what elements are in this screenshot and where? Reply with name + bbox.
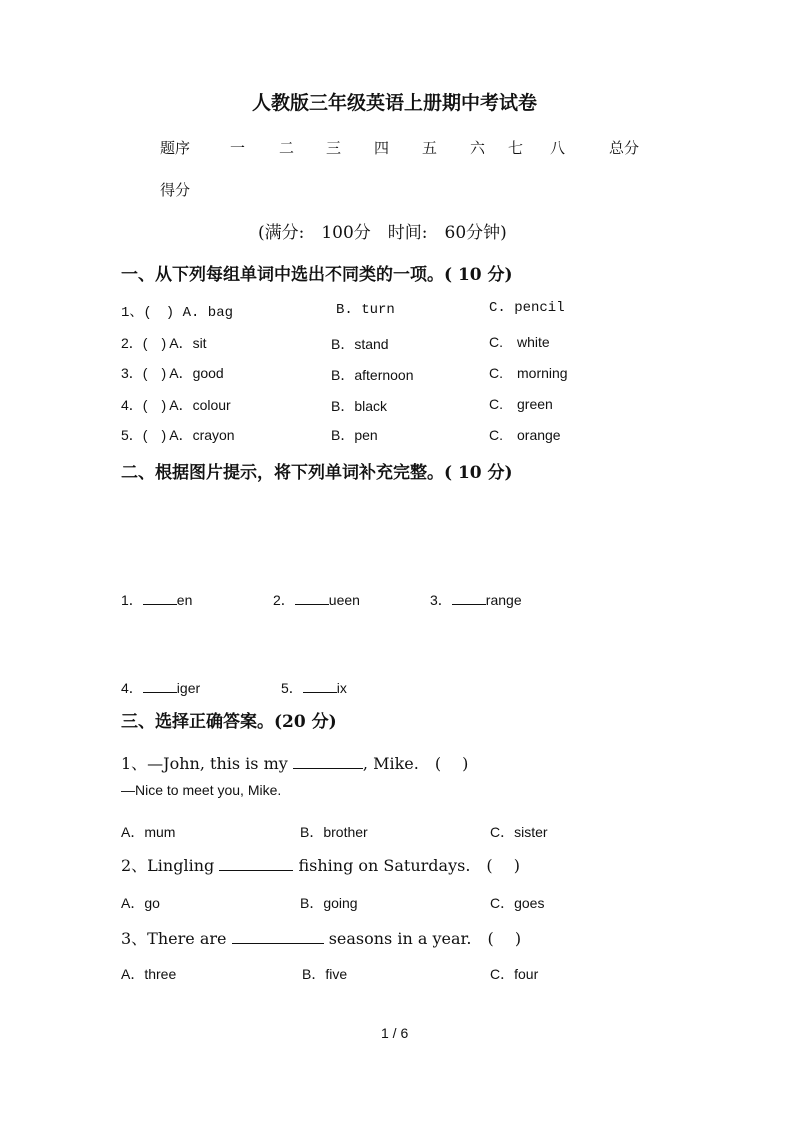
section2-heading: 二、根据图片提示，将下列单词补充完整。( 10 分) (121, 463, 513, 483)
fill-item-2: 2． ueen (273, 592, 360, 608)
s1-item3-c: C. morning (489, 365, 568, 381)
score-col-order: 题序 (160, 139, 191, 157)
score-col-1: 一 (230, 139, 246, 157)
s3-q2-stem: 2、Lingling fishing on Saturdays. ( ) (121, 856, 520, 875)
s1-item4-b: B．black (331, 398, 388, 414)
s3-q3-stem: 3、There are seasons in a year. ( ) (121, 929, 522, 948)
s1-item5-b: B．pen (331, 427, 378, 443)
score-col-total: 总分 (609, 139, 640, 157)
section3-heading: 三、选择正确答案。(20 分) (121, 712, 337, 732)
s3-q1-stem: 1、—John, this is my , Mike. ( ) (121, 754, 469, 773)
score-col-3: 三 (326, 139, 342, 157)
s1-item2-b: B．stand (331, 336, 389, 352)
s1-item2-c: C. white (489, 334, 550, 350)
s3-q1-option-c: C．sister (490, 824, 548, 840)
page-number: 1 / 6 (381, 1025, 409, 1041)
s3-q1-option-a: A．mum (121, 824, 176, 840)
score-col-4: 四 (374, 139, 390, 157)
s1-item4-c: C. green (489, 396, 553, 412)
s1-item2-a: 2．( ) A．sit (121, 335, 207, 351)
s1-item4-a: 4．( ) A．colour (121, 397, 231, 413)
s3-q3-option-b: B．five (302, 966, 348, 982)
s3-q2-option-c: C．goes (490, 895, 545, 911)
fill-item-3: 3． range (430, 592, 522, 608)
s3-q2-option-b: B．going (300, 895, 358, 911)
s3-q2-option-a: A．go (121, 895, 160, 911)
s1-item1-b: B. turn (336, 302, 395, 318)
s3-q3-option-a: A．three (121, 966, 177, 982)
score-col-8: 八 (550, 139, 566, 157)
score-col-5: 五 (422, 139, 438, 157)
s1-item3-b: B．afternoon (331, 367, 414, 383)
section1-heading: 一、从下列每组单词中选出不同类的一项。( 10 分) (121, 265, 513, 285)
s1-item1-a: 1、( ) A. bag (121, 305, 234, 321)
page-title: 人教版三年级英语上册期中考试卷 (252, 92, 538, 114)
fill-item-1: 1． en (121, 592, 193, 608)
s1-item5-a: 5．( ) A．crayon (121, 427, 235, 443)
score-col-6: 六 (470, 139, 486, 157)
s3-q1-option-b: B．brother (300, 824, 368, 840)
fill-item-5: 5． ix (281, 680, 347, 696)
s1-item3-a: 3．( ) A．good (121, 365, 224, 381)
exam-info: (满分: 100分 时间: 60分钟) (258, 223, 507, 243)
fill-item-4: 4． iger (121, 680, 201, 696)
s1-item5-c: C. orange (489, 427, 561, 443)
score-col-7: 七 (508, 139, 524, 157)
s3-q1-reply: —Nice to meet you, Mike. (121, 782, 282, 798)
s1-item1-c: C. pencil (489, 300, 565, 316)
score-col-2: 二 (279, 139, 295, 157)
score-row-label: 得分 (160, 181, 191, 199)
s3-q3-option-c: C．four (490, 966, 539, 982)
